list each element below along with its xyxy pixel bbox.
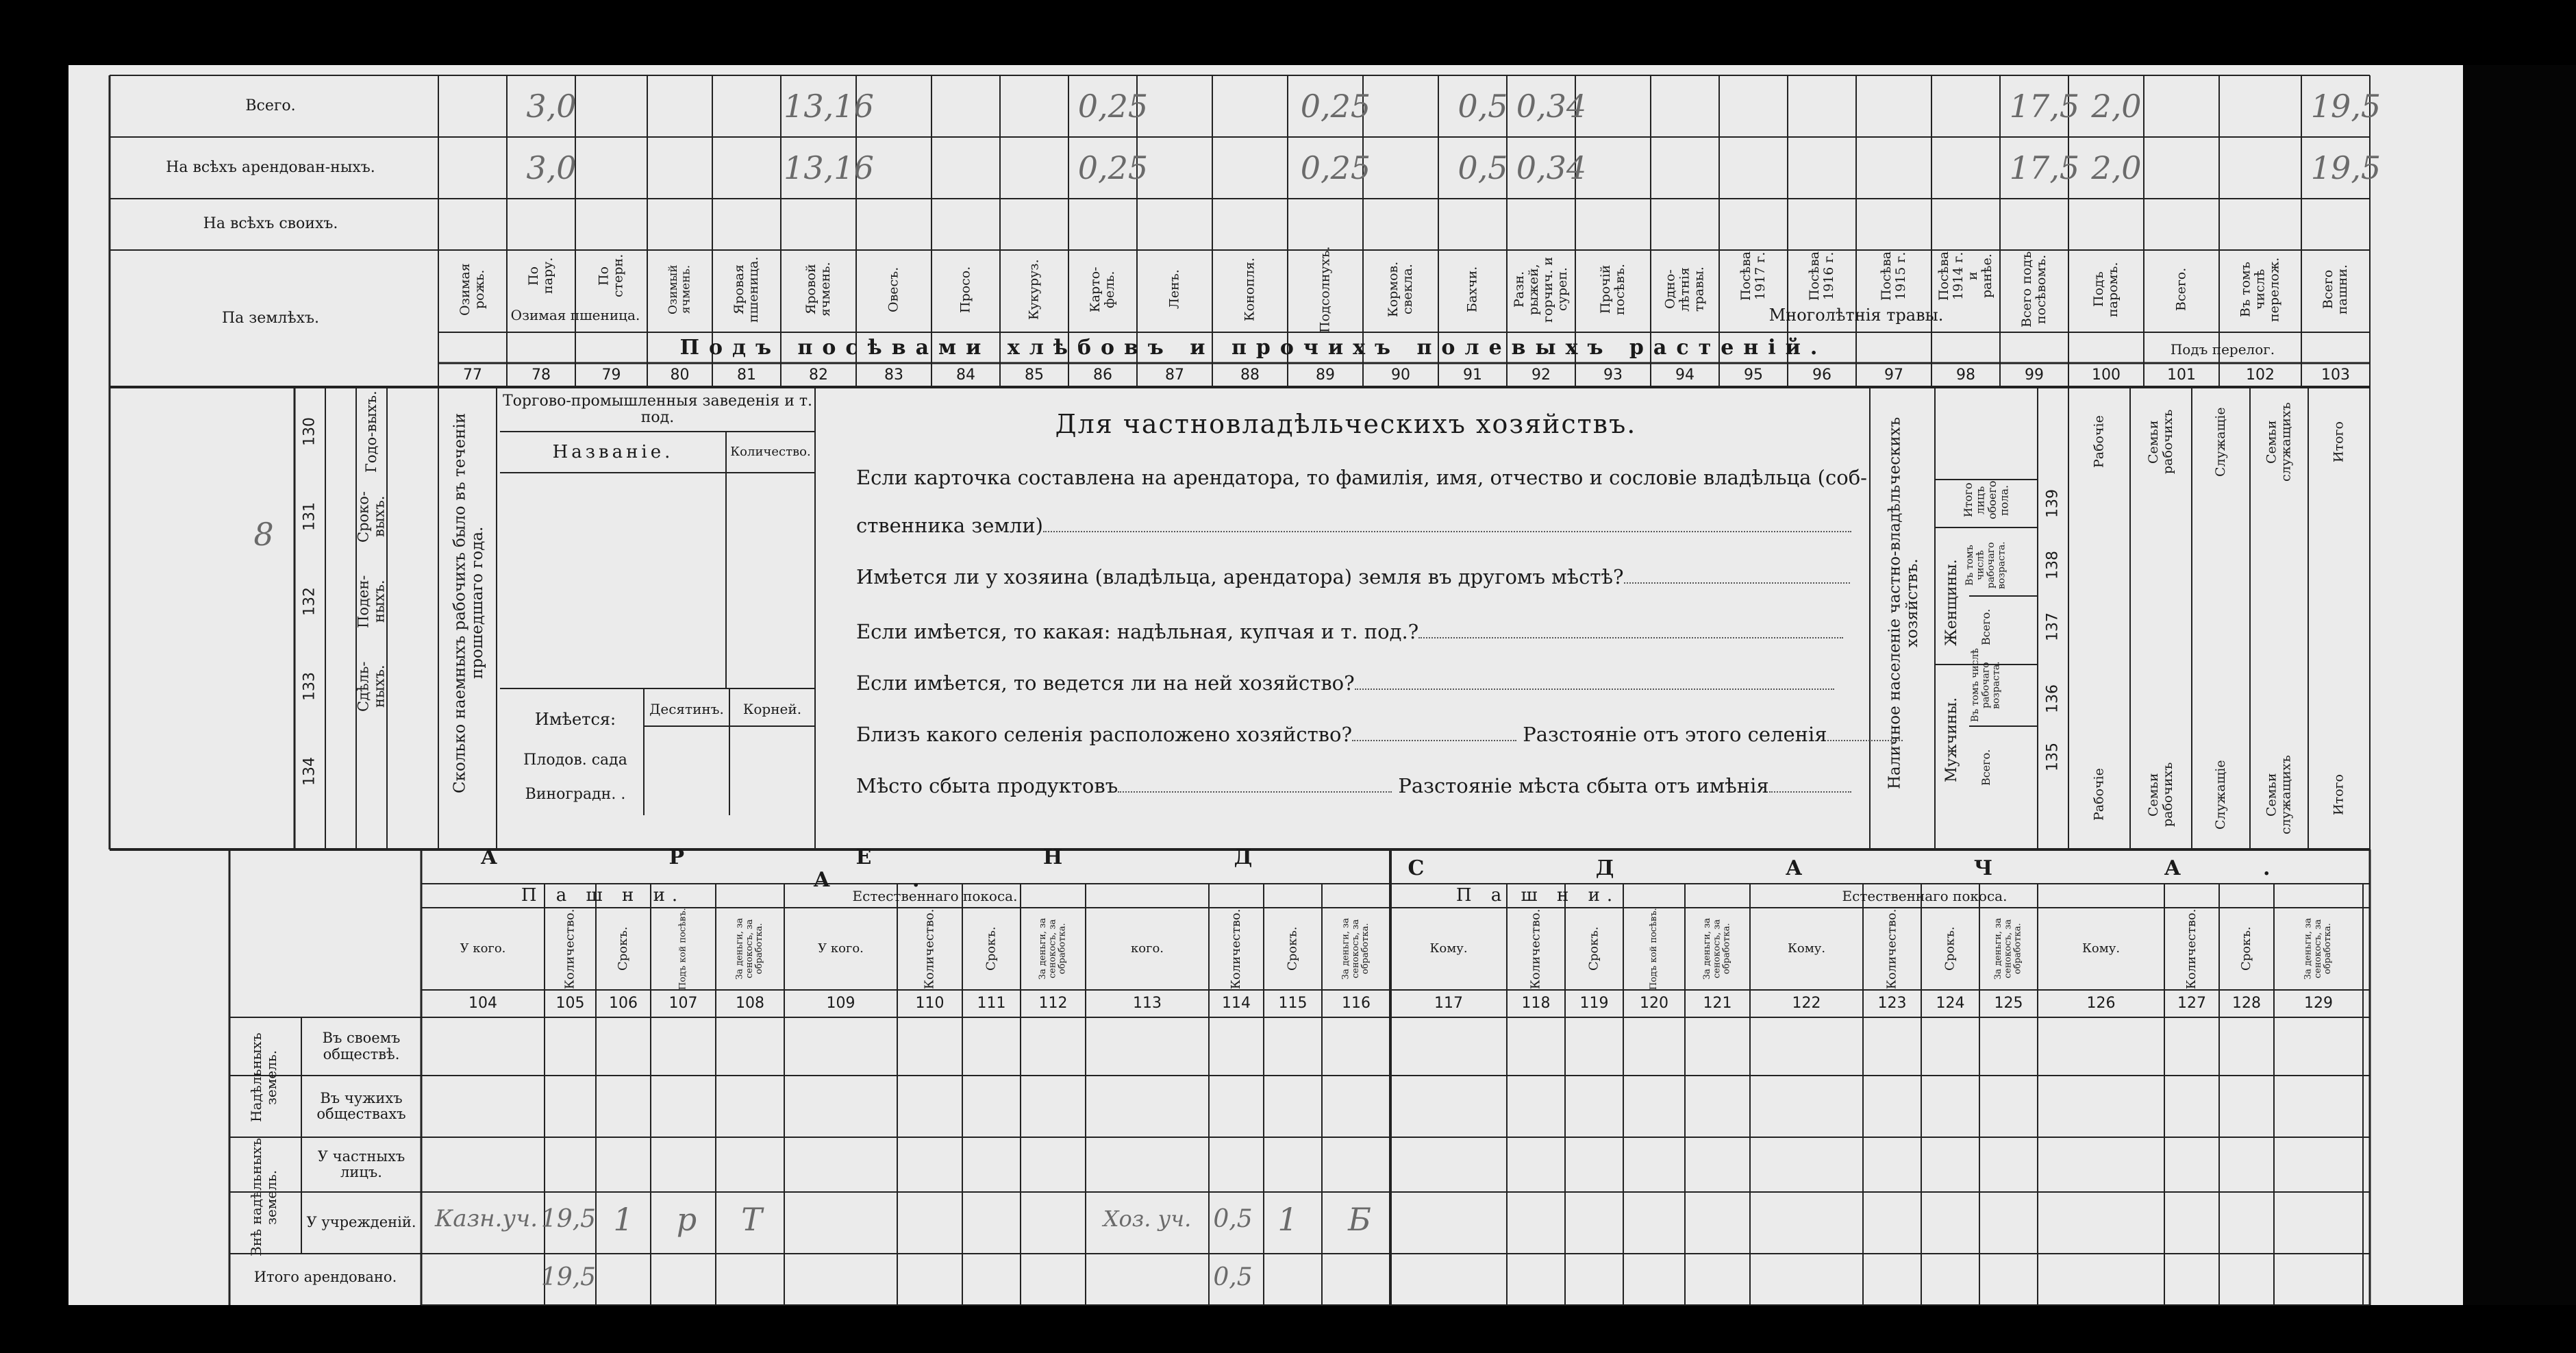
lease-col-header-116: За деньги, за сенокосъ, за обработка. bbox=[1340, 918, 1371, 980]
garden-label: Плодов. сада bbox=[523, 751, 627, 769]
lease-col-header-117: Кому. bbox=[1429, 941, 1468, 956]
crop-col-number-86: 86 bbox=[1093, 367, 1112, 384]
crop-col-number-84: 84 bbox=[956, 367, 975, 384]
lease-col-number-106: 106 bbox=[609, 994, 638, 1012]
workers-col-number-132: 132 bbox=[301, 587, 318, 616]
hw-total-92: 0,34 bbox=[1516, 87, 1587, 125]
lease-col-number-123: 123 bbox=[1877, 994, 1907, 1012]
lease-col-header-126: Кому. bbox=[2081, 941, 2121, 956]
lease-col-header-112: За деньги, за сенокосъ, за обработка. bbox=[1038, 918, 1068, 980]
question-market: Мѣсто сбыта продуктовъ Разстоянiе мѣста сбыта отъ имѣнiя bbox=[856, 774, 1851, 797]
crop-header-96: Посѣва 1916 г. bbox=[1807, 251, 1836, 301]
question-village: Близъ какого селенiя расположено хозяйство? Разстоянiе отъ этого селенiя bbox=[856, 723, 1903, 746]
crop-header-86: Карто-фель. bbox=[1088, 266, 1117, 312]
crop-header-91: Бахчи. bbox=[1464, 266, 1480, 313]
women-all-label: Всего. bbox=[1979, 608, 1993, 645]
population-right-footer-4: Итого bbox=[2331, 774, 2347, 815]
men-all-label: Всего. bbox=[1979, 749, 1993, 786]
population-col-number-137: 137 bbox=[2044, 612, 2062, 641]
crop-header-87: Ленъ. bbox=[1166, 269, 1182, 310]
crop-col-number-97: 97 bbox=[1884, 367, 1903, 384]
hw-lease-qty: 19,5 bbox=[540, 1205, 597, 1234]
lease-col-header-119: Срокъ. bbox=[1586, 926, 1601, 971]
crop-col-number-80: 80 bbox=[670, 367, 690, 384]
crop-header-99: Всего подъ посѣвомъ. bbox=[2019, 251, 2049, 328]
lease-col-header-122: Кому. bbox=[1787, 941, 1826, 956]
lease-col-header-124: Срокъ. bbox=[1942, 926, 1958, 971]
lease-col-header-111: Срокъ. bbox=[984, 926, 999, 971]
workers-col-number-130: 130 bbox=[301, 417, 318, 446]
lease-col-number-122: 122 bbox=[1792, 994, 1821, 1012]
population-col-number-138: 138 bbox=[2044, 551, 2062, 580]
lease-col-number-119: 119 bbox=[1579, 994, 1609, 1012]
row-other-community: Въ чужихъ обществахъ bbox=[316, 1089, 406, 1122]
lease-col-header-129: За деньги, за сенокосъ, за обработка. bbox=[2303, 918, 2334, 980]
population-right-header-4: Итого bbox=[2331, 421, 2347, 462]
lease-col-number-118: 118 bbox=[1521, 994, 1551, 1012]
vineyard-label: Виноградн. . bbox=[525, 785, 626, 803]
crop-col-number-83: 83 bbox=[884, 367, 903, 384]
hw-total-qty: 19,5 bbox=[540, 1263, 597, 1292]
lease-col-header-125: За деньги, за сенокосъ, за обработка. bbox=[1993, 918, 2023, 980]
sdacha-header: С Д А Ч А. bbox=[1408, 856, 2353, 880]
lease-col-number-111: 111 bbox=[977, 994, 1006, 1012]
lease-col-number-126: 126 bbox=[2086, 994, 2116, 1012]
lease-col-number-116: 116 bbox=[1342, 994, 1371, 1012]
question-owner-cont: ственника земли) bbox=[856, 514, 1851, 537]
lease-col-header-106: Срокъ. bbox=[616, 926, 631, 971]
row-own-community: Въ своемъ обществѣ. bbox=[322, 1030, 401, 1063]
hw-total-99: 17,5 bbox=[2009, 87, 2080, 125]
hw-total-103: 19,5 bbox=[2310, 87, 2381, 125]
crop-col-number-91: 91 bbox=[1463, 367, 1482, 384]
lease-group-pashni-2: П а ш н и. bbox=[1455, 885, 1620, 906]
hw-leased-99: 17,5 bbox=[2009, 149, 2080, 186]
hw-lease-srok2: 1 bbox=[1277, 1200, 1298, 1238]
korney-header: Корней. bbox=[742, 701, 802, 717]
hw-total-91: 0,5 bbox=[1458, 87, 1508, 125]
lease-col-number-110: 110 bbox=[915, 994, 945, 1012]
crop-col-number-79: 79 bbox=[601, 367, 621, 384]
question-other-land: Имѣется ли у хозяина (владѣльца, арендатора) земля въ другомъ мѣстѣ? bbox=[856, 565, 1850, 588]
crop-header-103: Всего пашни. bbox=[2321, 264, 2350, 315]
question-farming: Если имѣется, то ведется ли на ней хозяйство? bbox=[856, 671, 1834, 695]
crop-col-number-100: 100 bbox=[2092, 367, 2121, 384]
hw-lease-srok: 1 bbox=[613, 1200, 634, 1238]
crop-col-number-88: 88 bbox=[1240, 367, 1260, 384]
hw-lease-who: Казн.уч. bbox=[434, 1205, 538, 1233]
crop-header-92: Разн. рыжей, горчич. и суреп. bbox=[1512, 256, 1570, 323]
lease-col-number-117: 117 bbox=[1434, 994, 1463, 1012]
row-label-vsego: Всего. bbox=[245, 97, 296, 114]
crop-header-95: Посѣва 1917 г. bbox=[1738, 251, 1768, 301]
crop-col-number-96: 96 bbox=[1812, 367, 1831, 384]
crop-header-84: Просо. bbox=[958, 266, 973, 313]
prev-year-workers-label: Сколько наемныхъ рабочихъ было въ теченiи прошедшаго года. bbox=[451, 412, 486, 793]
crop-header-89: Подсолнухъ. bbox=[1317, 246, 1333, 333]
lease-col-number-127: 127 bbox=[2177, 994, 2206, 1012]
lease-group-pashni-0: П а ш н и. bbox=[521, 885, 685, 906]
lease-col-number-109: 109 bbox=[826, 994, 855, 1012]
workers-col-label-130: Годо-выхъ. bbox=[362, 390, 379, 473]
crop-col-number-94: 94 bbox=[1675, 367, 1695, 384]
hw-total-78: 3,0 bbox=[526, 87, 577, 125]
trade-qty-header: Количество. bbox=[730, 445, 811, 460]
hw-leased-92: 0,34 bbox=[1516, 149, 1587, 186]
crop-col-number-95: 95 bbox=[1744, 367, 1763, 384]
lease-col-header-121: За деньги, за сенокосъ, за обработка. bbox=[1702, 918, 1732, 980]
pod-posevami-header: Подъ посѣвами хлѣбовъ и прочихъ полевыхъ растенiй. bbox=[679, 336, 1827, 360]
crop-col-number-77: 77 bbox=[463, 367, 482, 384]
population-col-number-136: 136 bbox=[2044, 684, 2062, 713]
ozimaya-pshenitsa-header: Озимая пшеница. bbox=[510, 307, 640, 323]
crop-header-77: Озимая рожь. bbox=[458, 263, 487, 316]
hw-total-qty2: 0,5 bbox=[1213, 1263, 1253, 1292]
lease-col-number-125: 125 bbox=[1994, 994, 2023, 1012]
population-title: Наличное населенiе частно-владѣльческихъ хозяйствъ. bbox=[1886, 417, 1921, 789]
row-private-persons: У частныхъ лицъ. bbox=[317, 1147, 405, 1180]
hw-leased-78: 3,0 bbox=[526, 149, 577, 186]
lease-col-number-128: 128 bbox=[2232, 994, 2261, 1012]
crop-col-number-98: 98 bbox=[1956, 367, 1975, 384]
lease-col-header-108: За деньги, за сенокосъ, за обработка. bbox=[734, 918, 765, 980]
hw-leased-103: 19,5 bbox=[2310, 149, 2381, 186]
hw-leased-89: 0,25 bbox=[1300, 149, 1371, 186]
population-col-number-135: 135 bbox=[2044, 743, 2062, 771]
lease-col-header-114: Количество. bbox=[1229, 908, 1244, 989]
hw-lease-qty2: 0,5 bbox=[1213, 1205, 1253, 1234]
hw-lease-posev: р bbox=[676, 1200, 697, 1238]
lease-col-number-112: 112 bbox=[1038, 994, 1068, 1012]
question-owner: Если карточка составлена на арендатора, то фамилiя, имя, отчество и сословiе владѣльца (соб- bbox=[856, 466, 1867, 489]
population-right-footer-2: Служащiе bbox=[2213, 760, 2229, 830]
lease-col-number-124: 124 bbox=[1936, 994, 1965, 1012]
lease-col-number-104: 104 bbox=[468, 994, 497, 1012]
crop-col-number-82: 82 bbox=[809, 367, 828, 384]
lease-col-header-115: Срокъ. bbox=[1285, 926, 1300, 971]
hw-leased-82: 13,16 bbox=[784, 149, 874, 186]
crop-header-85: Кукуруз. bbox=[1026, 259, 1042, 320]
lease-col-number-129: 129 bbox=[2304, 994, 2333, 1012]
population-col-number-139: 139 bbox=[2044, 489, 2062, 518]
mnogoletnie-header: Многолѣтнiя травы. bbox=[1768, 305, 1944, 325]
hw-total-82: 13,16 bbox=[784, 87, 874, 125]
crop-col-number-85: 85 bbox=[1025, 367, 1044, 384]
population-right-footer-1: Семьи рабочихъ bbox=[2146, 762, 2175, 828]
workers-col-label-133: Сдѣль-ныхъ. bbox=[355, 661, 388, 712]
lease-col-number-114: 114 bbox=[1222, 994, 1251, 1012]
crop-header-102: Въ томъ числѣ перелож. bbox=[2238, 257, 2282, 322]
workers-col-label-131: Сроко-выхъ. bbox=[355, 491, 388, 543]
crop-header-80: Озимый ячмень. bbox=[666, 264, 693, 314]
trade-title: Торгово-промышленныя заведенiя и т. под. bbox=[502, 392, 813, 426]
crop-col-number-93: 93 bbox=[1603, 367, 1623, 384]
lease-col-number-105: 105 bbox=[555, 994, 585, 1012]
women-label: Женщины. bbox=[1942, 559, 1960, 647]
crop-header-90: Кормов. свекла. bbox=[1386, 261, 1415, 318]
hw-total-89: 0,25 bbox=[1300, 87, 1371, 125]
crop-header-81: Яровая пшеница. bbox=[731, 256, 761, 323]
crop-header-88: Конопля. bbox=[1242, 258, 1258, 322]
lease-col-header-118: Количество. bbox=[1528, 908, 1543, 989]
women-working-label: Въ томъ числѣ рабочаго возраста. bbox=[1964, 541, 2008, 589]
hw-total-100: 2,0 bbox=[2091, 87, 2142, 125]
lease-col-header-110: Количество. bbox=[922, 908, 937, 989]
workers-col-label-132: Поден-ныхъ. bbox=[355, 575, 388, 628]
crop-header-83: Овесъ. bbox=[886, 266, 901, 312]
population-right-header-1: Семьи рабочихъ bbox=[2146, 409, 2175, 475]
crop-col-number-81: 81 bbox=[737, 367, 756, 384]
crop-col-number-89: 89 bbox=[1316, 367, 1335, 384]
lease-col-header-128: Срокъ. bbox=[2239, 926, 2254, 971]
total-persons-label: Итого лицъ обоего пола. bbox=[1961, 480, 2011, 520]
desyatin-header: Десятинъ. bbox=[649, 701, 724, 717]
population-right-header-3: Семьи служащихъ bbox=[2264, 402, 2294, 482]
hw-leased-91: 0,5 bbox=[1458, 149, 1508, 186]
crop-header-93: Прочiй посѣвъ. bbox=[1598, 263, 1627, 316]
private-title: Для частновладѣльческихъ хозяйствъ. bbox=[1055, 409, 1637, 440]
crop-col-number-102: 102 bbox=[2246, 367, 2275, 384]
lease-col-header-120: Подъ кой посѣвъ. bbox=[1648, 908, 1659, 990]
lease-col-header-107: Подъ кой посѣвъ. bbox=[677, 908, 688, 990]
workers-col-number-131: 131 bbox=[301, 502, 318, 531]
crop-header-79: По стерн. bbox=[596, 253, 626, 298]
hw-total-86: 0,25 bbox=[1077, 87, 1149, 125]
row-label-po-zemlyam: Па землѣхъ. bbox=[221, 309, 320, 327]
crop-header-82: Яровой ячмень. bbox=[803, 262, 833, 317]
crop-col-number-101: 101 bbox=[2167, 367, 2196, 384]
lease-col-number-113: 113 bbox=[1133, 994, 1162, 1012]
hw-leased-86: 0,25 bbox=[1077, 149, 1149, 186]
crop-header-98: Посѣва 1914 г. и ранѣе. bbox=[1936, 251, 1994, 301]
row-total-leased: Итого арендовано. bbox=[253, 1269, 397, 1286]
lease-col-number-107: 107 bbox=[668, 994, 698, 1012]
crop-col-number-103: 103 bbox=[2321, 367, 2350, 384]
row-label-arendovannykh: На всѣхъ арендован-ныхъ. bbox=[166, 158, 375, 176]
lease-col-number-120: 120 bbox=[1640, 994, 1668, 1012]
lease-group-pokos-3: Естественнаго покоса. bbox=[1842, 887, 2008, 904]
workers-col-number-134: 134 bbox=[301, 757, 318, 786]
lease-col-header-123: Количество. bbox=[1884, 908, 1899, 989]
question-land-type: Если имѣется, то какая: надѣльная, купчая и т. под.? bbox=[856, 620, 1843, 643]
crop-col-number-99: 99 bbox=[2025, 367, 2044, 384]
row-institutions: У учрежденiй. bbox=[306, 1214, 416, 1231]
lease-col-number-121: 121 bbox=[1703, 994, 1732, 1012]
population-right-footer-3: Семьи служащихъ bbox=[2264, 755, 2294, 834]
vne-nadel-row-group: Внѣ надѣльныхъ земель. bbox=[248, 1138, 279, 1256]
crop-col-number-78: 78 bbox=[532, 367, 551, 384]
lease-col-header-105: Количество. bbox=[562, 908, 577, 989]
hw-lease-dengi2: Б bbox=[1348, 1200, 1371, 1238]
population-right-header-0: Рабочiе bbox=[2091, 415, 2107, 469]
population-right-footer-0: Рабочiе bbox=[2091, 768, 2107, 821]
crop-header-78: По пару. bbox=[526, 257, 555, 295]
lease-group-pokos-1: Естественнаго покоса. bbox=[852, 887, 1018, 904]
hw-leased-100: 2,0 bbox=[2091, 149, 2142, 186]
margin-mark: 8 bbox=[253, 515, 274, 553]
trade-name-header: Названiе. bbox=[552, 441, 674, 462]
lease-col-header-127: Количество. bbox=[2184, 908, 2199, 989]
men-working-label: Въ томъ числѣ рабочаго возраста. bbox=[1969, 648, 2002, 722]
hw-lease-who2: Хоз. уч. bbox=[1103, 1206, 1192, 1232]
population-right-header-2: Служащiе bbox=[2213, 407, 2229, 477]
trade-has-label: Имѣется: bbox=[534, 709, 616, 729]
workers-col-number-133: 133 bbox=[301, 672, 318, 701]
lease-col-header-109: У кого. bbox=[818, 941, 864, 956]
lease-col-number-108: 108 bbox=[736, 994, 764, 1012]
crop-header-101: Всего. bbox=[2173, 267, 2189, 312]
crop-col-number-92: 92 bbox=[1531, 367, 1551, 384]
crop-header-94: Одно-лѣтнiя травы. bbox=[1662, 266, 1707, 312]
crop-col-number-90: 90 bbox=[1391, 367, 1410, 384]
crop-header-100: Подъ паромъ. bbox=[2091, 262, 2121, 317]
row-label-svoikh: На всѣхъ своихъ. bbox=[203, 215, 338, 233]
lease-col-number-115: 115 bbox=[1278, 994, 1308, 1012]
crop-col-number-87: 87 bbox=[1165, 367, 1184, 384]
lease-col-header-104: У кого. bbox=[460, 941, 506, 956]
hw-lease-dengi: Т bbox=[741, 1200, 762, 1238]
nadel-row-group: Надѣльныхъ земель. bbox=[248, 1032, 279, 1122]
lease-col-header-113: кого. bbox=[1130, 941, 1164, 956]
men-label: Мужчины. bbox=[1942, 697, 1960, 783]
crop-header-97: Посѣва 1915 г. bbox=[1879, 251, 1908, 301]
pod-perelog-header: Подъ перелог. bbox=[2170, 341, 2275, 358]
arenda-header: А Р Е Н Д А. bbox=[480, 845, 1335, 892]
